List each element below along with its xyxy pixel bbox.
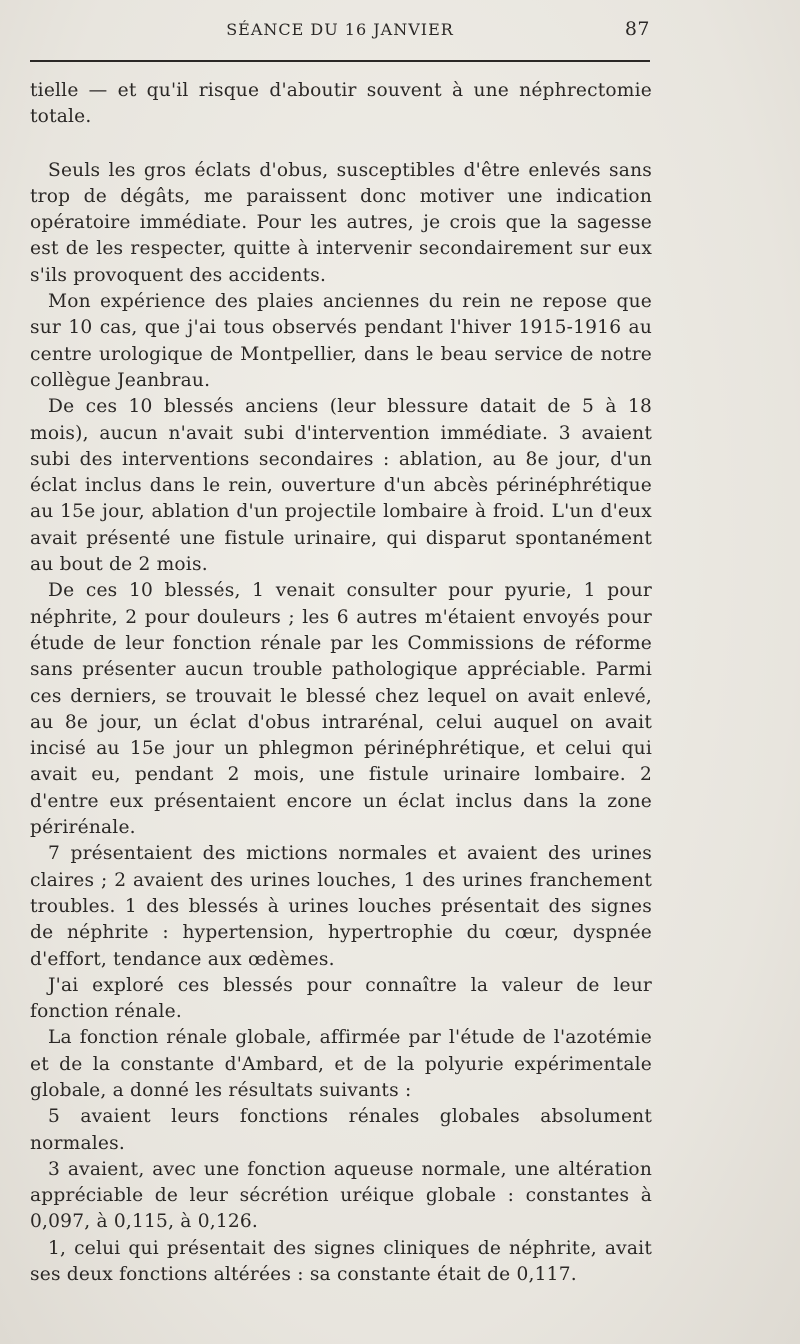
paragraph: 7 présentaient des mictions normales et avaient des urines claires ; 2 avaient des urines louches, 1 des urines franchement troubles. 1 des blessés à urines louches présentait des signes de néphrite : hypertension, hypertrophie du cœur, dyspnée d'effort, tendance aux œdèmes. bbox=[30, 843, 652, 970]
paragraph: Mon expérience des plaies anciennes du rein ne repose que sur 10 cas, que j'ai tous observés pendant l'hiver 1915-1916 au centre urologique de Montpellier, dans le beau service de notre collègue Jeanbrau. bbox=[30, 291, 652, 391]
page-number: 87 bbox=[624, 18, 650, 40]
header-rule bbox=[30, 60, 650, 62]
paragraph: J'ai exploré ces blessés pour connaître la valeur de leur fonction rénale. bbox=[30, 974, 652, 1023]
paragraph: 1, celui qui présentait des signes cliniques de néphrite, avait ses deux fonctions altérées : sa constante était de 0,117. bbox=[30, 1237, 652, 1286]
paragraph: La fonction rénale globale, affirmée par l'étude de l'azotémie et de la constante d'Ambard, et de la polyurie expérimentale globale, a donné les résultats suivants : bbox=[30, 1027, 652, 1101]
paragraph: De ces 10 blessés anciens (leur blessure datait de 5 à 18 mois), aucun n'avait subi d'intervention immédiate. 3 avaient subi des interventions secondaires : ablation, au 8e jour, d'un éclat inclus dans le rein, ouverture d'un abcès périnéphrétique au 15e jour, ablation d'un projectile lombaire à froid. L'un d'eux avait présenté une fistule urinaire, qui disparut spontanément au bout de 2 mois. bbox=[30, 396, 652, 576]
running-title: SÉANCE DU 16 JANVIER bbox=[226, 20, 454, 39]
paragraph: 5 avaient leurs fonctions rénales globales absolument normales. bbox=[30, 1106, 652, 1154]
page-header bbox=[30, 14, 650, 48]
paragraph: Seuls les gros éclats d'obus, susceptibles d'être enlevés sans trop de dégâts, me paraissent donc motiver une indication opératoire immédiate. Pour les autres, je crois que la sagesse est de les respecter, quitte à intervenir secondairement sur eux s'ils provoquent des accidents. bbox=[30, 159, 652, 286]
paragraph: De ces 10 blessés, 1 venait consulter pour pyurie, 1 pour néphrite, 2 pour douleurs ; les 6 autres m'étaient envoyés pour étude de leur fonction rénale par les Commissions de réforme sans présenter aucun trouble pathologique appréciable. Parmi ces derniers, se trouvait le blessé chez lequel on avait enlevé, au 8e jour, un éclat d'obus intrarénal, celui auquel on avait incisé au 15e jour un phlegmon périnéphrétique, et celui qui avait eu, pendant 2 mois, une fistule urinaire lombaire. 2 d'entre eux présentaient encore un éclat inclus dans la zone périrénale. bbox=[30, 580, 652, 839]
body-text bbox=[30, 78, 652, 1288]
paragraph-continuation: tielle — et qu'il risque d'aboutir souvent à une néphrectomie totale. bbox=[30, 80, 652, 128]
paragraph: 3 avaient, avec une fonction aqueuse normale, une altération appréciable de leur sécrétion uréique globale : constantes à 0,097, à 0,115, à 0,126. bbox=[30, 1158, 652, 1233]
